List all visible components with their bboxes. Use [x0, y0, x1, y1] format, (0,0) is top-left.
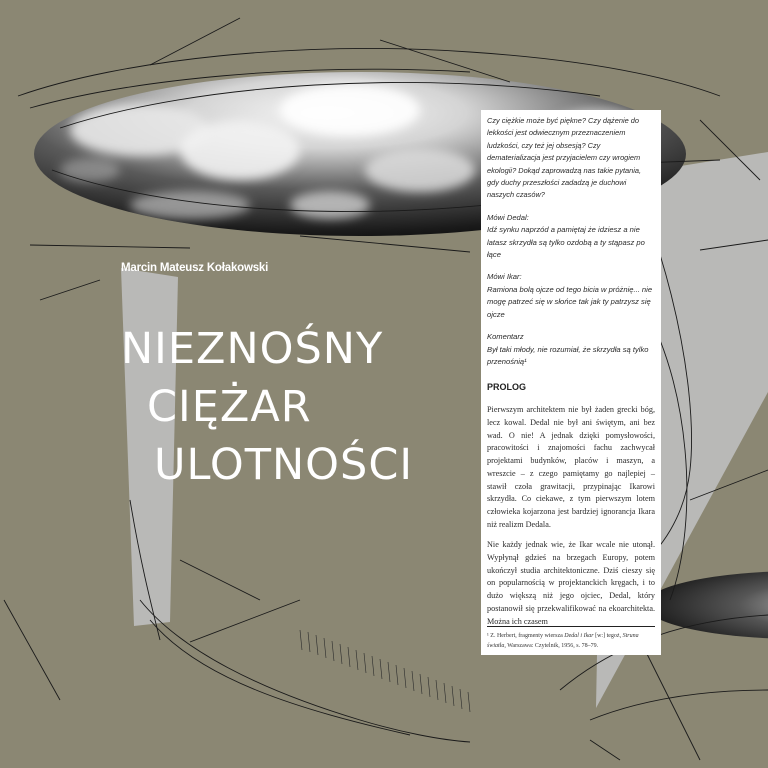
footnote-part-a: ¹ Z. Herbert, fragmenty wiersza: [487, 633, 565, 639]
footnote-part-d: Struna światła: [487, 633, 639, 649]
komentarz-text: Był taki młody, nie rozumiał, że skrzydła są tylko przenośnią¹: [487, 344, 649, 366]
title-line-1: NIEZNOŚNY: [121, 324, 384, 374]
author-name: Marcin Mateusz Kołakowski: [121, 262, 269, 274]
komentarz-quote: [487, 331, 655, 368]
komentarz-heading: Komentarz: [487, 332, 524, 342]
title-line-2: CIĘŻAR: [147, 382, 312, 432]
paragraph-2: Nie każdy jednak wie, że Ikar wcale nie utonął. Wypłynął gdzieś na brzegach Europy, potem ukończył studia architektoniczne. Dziś cieszy się on popularnością w projektanckich kręgach, i to dużo większą niż jego ojciec, Dedal, który postanowił się przekwalifikować na ekoarchitekta. Można ich czasem: [487, 540, 655, 626]
footnote: [487, 631, 655, 651]
footnote-part-b: Dedal i Ikar: [564, 633, 594, 639]
hatch-lines: [300, 630, 470, 712]
dedal-quote: [487, 212, 655, 262]
footnote-rule: [487, 626, 655, 627]
paragraph-1: Pierwszym architektem nie był żaden grecki bóg, lecz kowal. Dedal nie był ani świętym, ani bez wad. O nie! A jednak dzięki pomysłowości, pracowitości i znajomości fachu zachwycał projektami budynków, placów i maszyn, a wreszcie – z czego pamiętamy go najlepiej – stawił czoła grawitacji, przypinając Ikarowi skrzydła. Co ciekawe, z tym pierwszym lotem człowieka kojarzona jest bardziej ignorancja Ikara niż realizm Dedala.: [487, 405, 655, 529]
text-column: [481, 110, 661, 655]
ikar-quote: [487, 271, 655, 321]
dedal-heading: Mówi Dedal:: [487, 212, 529, 222]
ikar-text: Ramiona bolą ojcze od tego bicia w próżnię... nie mogę patrzeć się w słońce tak jak ty patrzysz się ojcze: [487, 284, 653, 319]
title-line-3: ULOTNOŚCI: [154, 440, 414, 490]
footnote-part-e: , Warszawa: Czytelnik, 1956, s. 78–79.: [504, 643, 599, 649]
ikar-heading: Mówi Ikar:: [487, 272, 522, 282]
dedal-text: Idź synku naprzód a pamiętaj że idziesz a nie latasz skrzydła są tylko ozdobą a ty stąpasz po łące: [487, 225, 645, 260]
intro-text: Czy ciężkie może być piękne? Czy dążenie do lekkości jest odwiecznym przeznaczeniem ludzkości, czy też jej obsesją? Czy dematerializacja jest przyjacielem czy wrogiem ekologii? Dokąd zaprowadzą nas takie pytania, gdy duchy przeszłości zadadzą je duchowi naszych czasów?: [487, 116, 642, 200]
prolog-heading: PROLOG: [487, 382, 527, 393]
footnote-part-c: [w:] tegoż,: [593, 633, 623, 639]
